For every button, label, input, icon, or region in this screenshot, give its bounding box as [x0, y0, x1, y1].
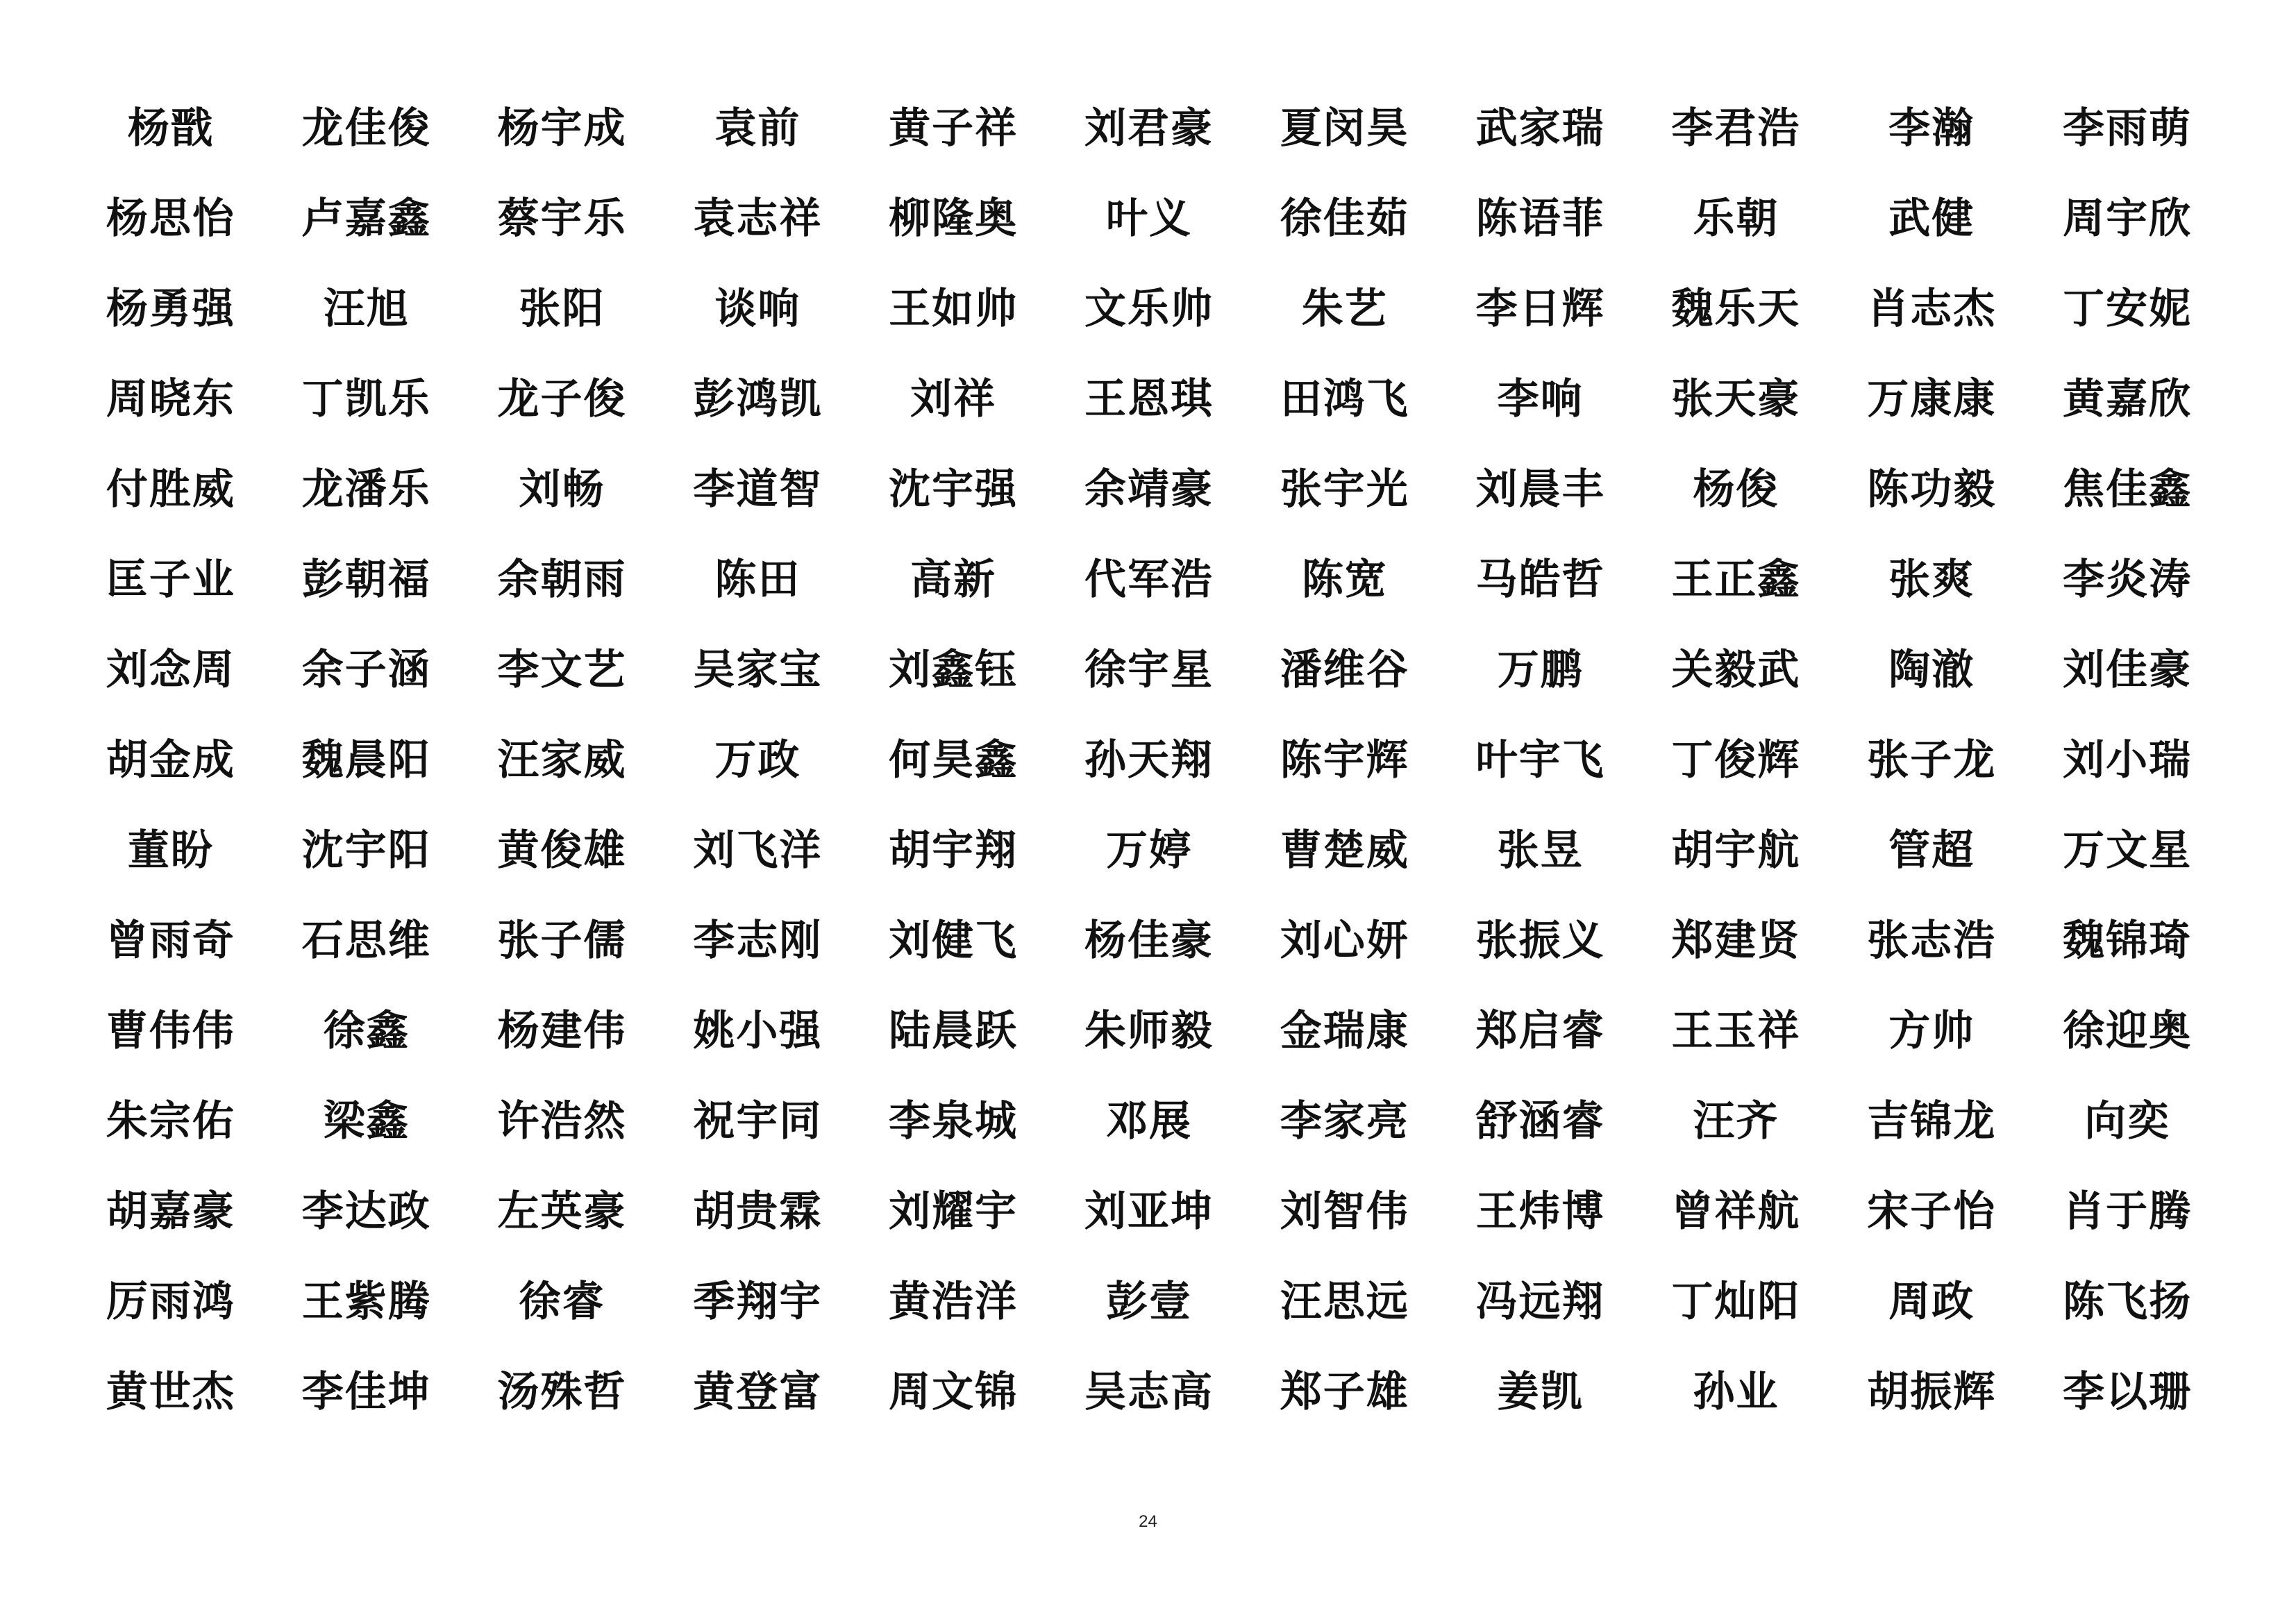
name-cell: 徐睿: [519, 1278, 605, 1326]
name-cell: 吴志高: [1084, 1368, 1214, 1416]
name-cell: 李达政: [301, 1187, 431, 1236]
name-cell: 梁鑫: [323, 1097, 410, 1146]
name-cell: 沈宇阳: [301, 826, 431, 875]
name-cell: 郑启睿: [1475, 1007, 1605, 1055]
name-cell: 张天豪: [1671, 375, 1801, 424]
name-cell: 刘祥: [910, 375, 997, 424]
name-cell: 王玉祥: [1671, 1007, 1801, 1055]
name-cell: 汪旭: [323, 285, 410, 333]
name-cell: 武家瑞: [1475, 104, 1605, 153]
name-cell: 方帅: [1888, 1007, 1975, 1055]
name-cell: 李道智: [693, 465, 823, 514]
name-cell: 魏锦琦: [2063, 916, 2193, 965]
name-cell: 管超: [1888, 826, 1975, 875]
name-cell: 刘佳豪: [2063, 646, 2193, 694]
name-cell: 吉锦龙: [1867, 1097, 1997, 1146]
name-cell: 张振义: [1475, 916, 1605, 965]
name-cell: 胡宇翔: [889, 826, 1019, 875]
name-cell: 李雨萌: [2063, 104, 2193, 153]
name-cell: 万康康: [1867, 375, 1997, 424]
name-cell: 余靖豪: [1084, 465, 1214, 514]
name-cell: 张子龙: [1867, 736, 1997, 785]
name-cell: 孙天翔: [1084, 736, 1214, 785]
name-cell: 付胜威: [106, 465, 235, 514]
name-cell: 彭壹: [1105, 1278, 1192, 1326]
name-cell: 代军浩: [1084, 555, 1214, 604]
name-cell: 王正鑫: [1671, 555, 1801, 604]
name-cell: 肖志杰: [1867, 285, 1997, 333]
name-cell: 余朝雨: [497, 555, 627, 604]
name-cell: 武健: [1888, 194, 1975, 243]
name-cell: 陈功毅: [1867, 465, 1997, 514]
name-cell: 石思维: [301, 916, 431, 965]
name-cell: 乐朝: [1693, 194, 1779, 243]
name-cell: 张宇光: [1280, 465, 1409, 514]
name-cell: 万婷: [1105, 826, 1192, 875]
name-cell: 曹楚威: [1280, 826, 1409, 875]
name-cell: 徐迎奥: [2063, 1007, 2193, 1055]
name-cell: 肖于腾: [2063, 1187, 2193, 1236]
name-cell: 彭鸿凯: [693, 375, 823, 424]
name-cell: 张阳: [519, 285, 605, 333]
name-cell: 夏闵昊: [1280, 104, 1409, 153]
name-cell: 丁俊辉: [1671, 736, 1801, 785]
name-cell: 张昱: [1497, 826, 1584, 875]
name-cell: 杨宇成: [497, 104, 627, 153]
name-cell: 黄世杰: [106, 1368, 235, 1416]
name-cell: 周晓东: [106, 375, 235, 424]
name-cell: 厉雨鸿: [106, 1278, 235, 1326]
name-list-grid: [73, 83, 2225, 1437]
name-cell: 王如帅: [889, 285, 1019, 333]
name-cell: 关毅武: [1671, 646, 1801, 694]
name-cell: 龙佳俊: [301, 104, 431, 153]
name-cell: 万政: [714, 736, 801, 785]
name-cell: 刘亚坤: [1084, 1187, 1214, 1236]
name-cell: 郑子雄: [1280, 1368, 1409, 1416]
name-cell: 季翔宇: [693, 1278, 823, 1326]
name-cell: 马皓哲: [1475, 555, 1605, 604]
name-cell: 姜凯: [1497, 1368, 1584, 1416]
name-cell: 杨俊: [1693, 465, 1779, 514]
name-cell: 徐佳茹: [1280, 194, 1409, 243]
name-cell: 姚小强: [693, 1007, 823, 1055]
name-cell: 杨思怡: [106, 194, 235, 243]
name-cell: 周文锦: [889, 1368, 1019, 1416]
name-cell: 焦佳鑫: [2063, 465, 2193, 514]
name-cell: 胡振辉: [1867, 1368, 1997, 1416]
name-cell: 汪齐: [1693, 1097, 1779, 1146]
name-cell: 高新: [910, 555, 997, 604]
name-cell: 邓展: [1105, 1097, 1192, 1146]
name-cell: 刘飞洋: [693, 826, 823, 875]
name-cell: 汪思远: [1280, 1278, 1409, 1326]
name-cell: 汤殊哲: [497, 1368, 627, 1416]
name-cell: 张志浩: [1867, 916, 1997, 965]
name-cell: 刘鑫钰: [889, 646, 1019, 694]
name-cell: 左英豪: [497, 1187, 627, 1236]
name-cell: 袁前: [714, 104, 801, 153]
name-cell: 李响: [1497, 375, 1584, 424]
name-cell: 李佳坤: [301, 1368, 431, 1416]
name-cell: 沈宇强: [889, 465, 1019, 514]
name-cell: 卢嘉鑫: [301, 194, 431, 243]
name-cell: 祝宇同: [693, 1097, 823, 1146]
name-cell: 陆晨跃: [889, 1007, 1019, 1055]
name-cell: 陈语菲: [1475, 194, 1605, 243]
name-cell: 李以珊: [2063, 1368, 2193, 1416]
name-cell: 陈宽: [1301, 555, 1388, 604]
name-cell: 李瀚: [1888, 104, 1975, 153]
name-cell: 田鸿飞: [1280, 375, 1409, 424]
name-cell: 刘小瑞: [2063, 736, 2193, 785]
name-cell: 刘晨丰: [1475, 465, 1605, 514]
name-cell: 刘念周: [106, 646, 235, 694]
name-cell: 王恩琪: [1084, 375, 1214, 424]
name-cell: 黄浩洋: [889, 1278, 1019, 1326]
name-cell: 龙子俊: [497, 375, 627, 424]
name-cell: 潘维谷: [1280, 646, 1409, 694]
name-cell: 李泉城: [889, 1097, 1019, 1146]
name-cell: 袁志祥: [693, 194, 823, 243]
name-cell: 刘健飞: [889, 916, 1019, 965]
page-number: 24: [1139, 1512, 1157, 1531]
name-cell: 胡金成: [106, 736, 235, 785]
name-cell: 周政: [1888, 1278, 1975, 1326]
name-cell: 许浩然: [497, 1097, 627, 1146]
name-cell: 黄子祥: [889, 104, 1019, 153]
name-cell: 陈宇辉: [1280, 736, 1409, 785]
name-cell: 魏晨阳: [301, 736, 431, 785]
name-cell: 孙业: [1693, 1368, 1779, 1416]
name-cell: 宋子怡: [1867, 1187, 1997, 1236]
name-cell: 胡嘉豪: [106, 1187, 235, 1236]
name-cell: 叶宇飞: [1475, 736, 1605, 785]
name-cell: 杨戬: [127, 104, 214, 153]
name-cell: 李炎涛: [2063, 555, 2193, 604]
name-cell: 万鹏: [1497, 646, 1584, 694]
name-cell: 徐宇星: [1084, 646, 1214, 694]
name-cell: 黄登富: [693, 1368, 823, 1416]
name-cell: 柳隆奥: [889, 194, 1019, 243]
name-cell: 丁安妮: [2063, 285, 2193, 333]
name-cell: 王紫腾: [301, 1278, 431, 1326]
name-cell: 曾雨奇: [106, 916, 235, 965]
name-cell: 黄嘉欣: [2063, 375, 2193, 424]
name-cell: 黄俊雄: [497, 826, 627, 875]
name-cell: 陈飞扬: [2063, 1278, 2193, 1326]
name-cell: 文乐帅: [1084, 285, 1214, 333]
name-cell: 张子儒: [497, 916, 627, 965]
name-cell: 郑建贤: [1671, 916, 1801, 965]
name-cell: 刘耀宇: [889, 1187, 1019, 1236]
name-cell: 朱宗佑: [106, 1097, 235, 1146]
name-cell: 余子涵: [301, 646, 431, 694]
name-cell: 万文星: [2063, 826, 2193, 875]
name-cell: 汪家威: [497, 736, 627, 785]
name-cell: 徐鑫: [323, 1007, 410, 1055]
name-cell: 谈响: [714, 285, 801, 333]
name-cell: 龙潘乐: [301, 465, 431, 514]
name-cell: 胡贵霖: [693, 1187, 823, 1236]
name-cell: 舒涵睿: [1475, 1097, 1605, 1146]
name-cell: 吴家宝: [693, 646, 823, 694]
name-cell: 杨勇强: [106, 285, 235, 333]
name-cell: 彭朝福: [301, 555, 431, 604]
name-cell: 朱艺: [1301, 285, 1388, 333]
name-cell: 陈田: [714, 555, 801, 604]
name-cell: 刘君豪: [1084, 104, 1214, 153]
name-cell: 周宇欣: [2063, 194, 2193, 243]
name-cell: 李文艺: [497, 646, 627, 694]
name-cell: 何昊鑫: [889, 736, 1019, 785]
name-cell: 魏乐天: [1671, 285, 1801, 333]
name-cell: 丁灿阳: [1671, 1278, 1801, 1326]
name-cell: 胡宇航: [1671, 826, 1801, 875]
name-cell: 李日辉: [1475, 285, 1605, 333]
name-cell: 曾祥航: [1671, 1187, 1801, 1236]
name-cell: 刘心妍: [1280, 916, 1409, 965]
name-cell: 金瑞康: [1280, 1007, 1409, 1055]
name-cell: 李君浩: [1671, 104, 1801, 153]
name-cell: 向奕: [2084, 1097, 2171, 1146]
name-cell: 李志刚: [693, 916, 823, 965]
name-cell: 朱师毅: [1084, 1007, 1214, 1055]
name-cell: 蔡宇乐: [497, 194, 627, 243]
name-cell: 董盼: [127, 826, 214, 875]
name-cell: 王炜博: [1475, 1187, 1605, 1236]
name-cell: 刘智伟: [1280, 1187, 1409, 1236]
name-cell: 杨建伟: [497, 1007, 627, 1055]
name-cell: 张爽: [1888, 555, 1975, 604]
name-cell: 杨佳豪: [1084, 916, 1214, 965]
name-cell: 匡子业: [106, 555, 235, 604]
name-cell: 曹伟伟: [106, 1007, 235, 1055]
name-cell: 陶澈: [1888, 646, 1975, 694]
name-cell: 冯远翔: [1475, 1278, 1605, 1326]
name-cell: 丁凯乐: [301, 375, 431, 424]
name-cell: 李家亮: [1280, 1097, 1409, 1146]
name-cell: 叶义: [1105, 194, 1192, 243]
name-cell: 刘畅: [519, 465, 605, 514]
